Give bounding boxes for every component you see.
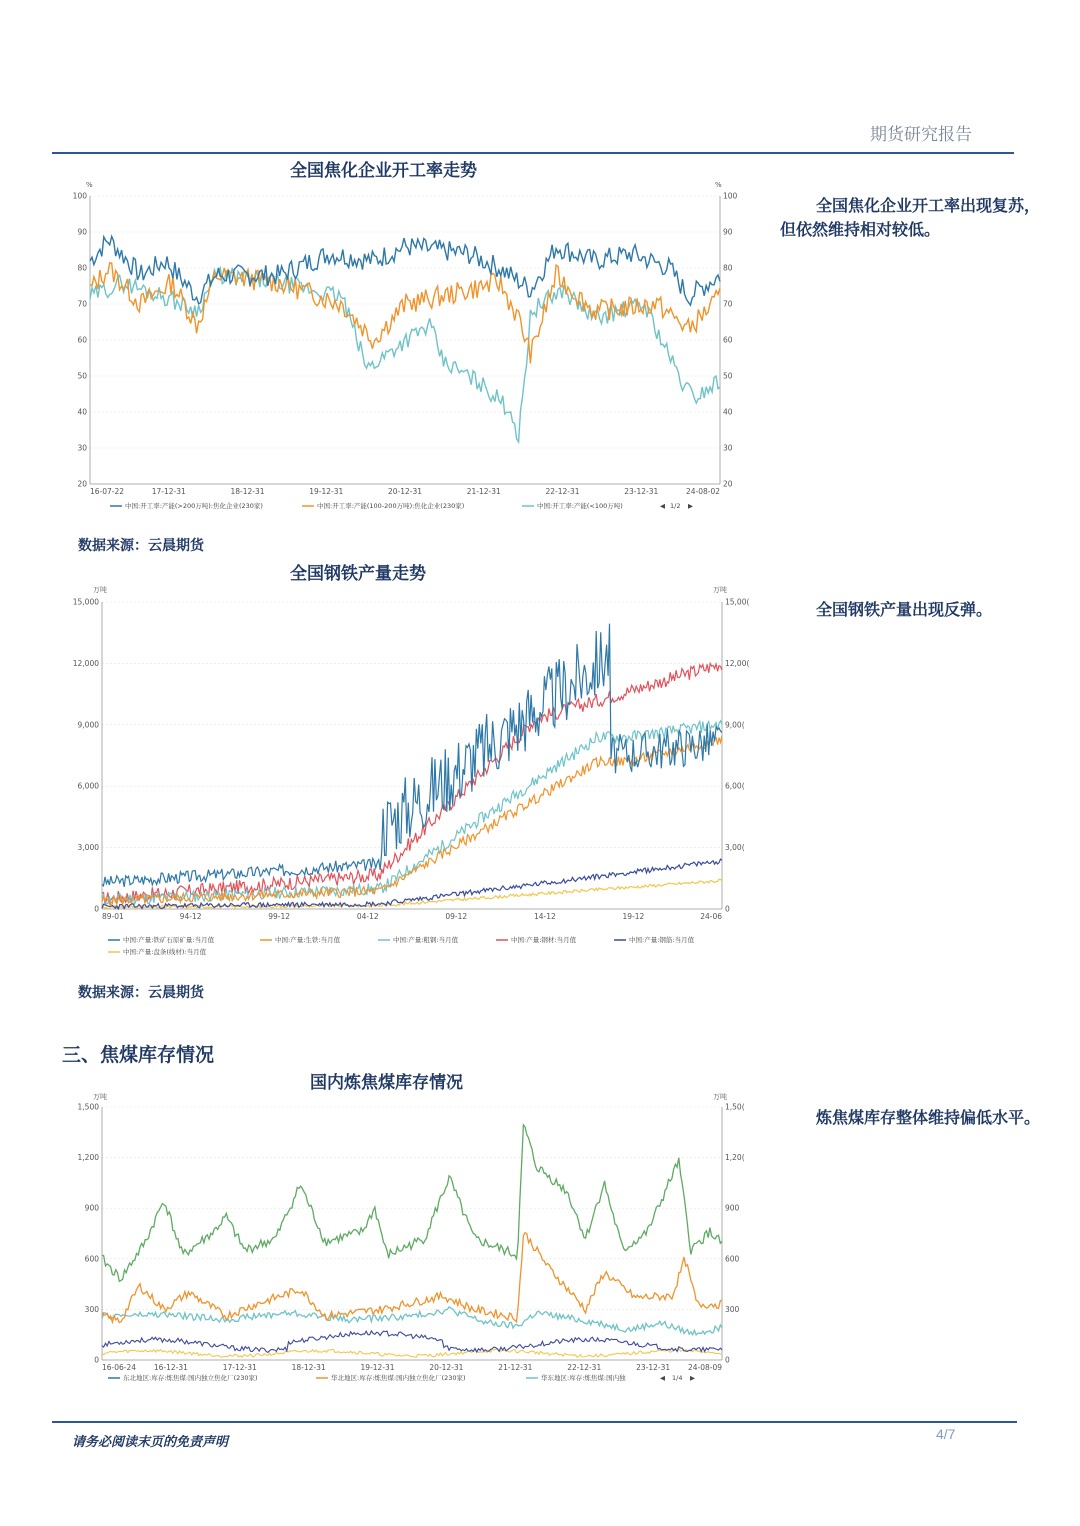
- chart3-series-minor-2: [102, 1349, 722, 1357]
- c1-xtick: 20-12-31: [387, 487, 423, 496]
- c2-xtick: 99-12: [268, 912, 291, 921]
- chart1-coking-utilization: [60, 178, 760, 514]
- c2-xtick: 04-12: [356, 912, 379, 921]
- c2-xtick: 09-12: [445, 912, 468, 921]
- chart1-unit-left: %: [86, 181, 93, 189]
- c3-xtick: 21-12-31: [498, 1363, 533, 1372]
- c2-ytick-right: 15,00(: [725, 597, 750, 607]
- c1-ytick-right: 60: [723, 335, 733, 345]
- chart3-coking-coal-inventory: [60, 1090, 760, 1390]
- c1-ytick-left: 40: [77, 407, 87, 417]
- c1-xtick: 22-12-31: [545, 487, 580, 496]
- c2-xtick: 24-06: [700, 912, 722, 921]
- c1-ytick-left: 70: [77, 299, 87, 309]
- chart1-title: 全国焦化企业开工率走势: [290, 161, 477, 181]
- chart1-note: 全国焦化企业开工率出现复苏，但依然维持相对较低。: [780, 196, 1041, 239]
- c1-xtick: 17-12-31: [151, 487, 186, 496]
- c2-xtick: 14-12: [533, 912, 556, 921]
- chart2-legend-4: 中国:产量:钢材:当月值: [511, 936, 577, 944]
- c3-xtick: 16-12-31: [153, 1363, 188, 1372]
- c2-xtick: 94-12: [179, 912, 202, 921]
- header-rule: [52, 152, 1014, 154]
- chart1-legend-prev[interactable]: ◀: [660, 502, 665, 510]
- c2-ytick-right: 6,00(: [725, 781, 745, 791]
- c2-ytick-left: 15,000: [72, 597, 99, 607]
- c1-xtick: 16-07-22: [90, 487, 125, 496]
- c1-ytick-left: 90: [77, 227, 87, 237]
- c1-xtick: 23-12-31: [624, 487, 659, 496]
- c1-ytick-right: 100: [723, 191, 738, 201]
- c3-ytick-right: 600: [725, 1254, 740, 1264]
- page-number: 4/7: [936, 1426, 956, 1442]
- c3-ytick-right: 0: [725, 1355, 730, 1365]
- c3-ytick-left: 900: [84, 1203, 99, 1213]
- c3-xtick: 23-12-31: [636, 1363, 671, 1372]
- chart3-legend-2: 华北地区:库存:炼焦煤:国内独立焦化厂(230家): [331, 1374, 466, 1382]
- chart1-legend-2: 中国:开工率:产能(100-200万吨):焦化企业(230家): [317, 502, 465, 510]
- chart3-series-minor-1: [102, 1331, 722, 1353]
- c3-xtick: 16-06-24: [102, 1363, 137, 1372]
- chart3-title: 国内炼焦煤库存情况: [310, 1073, 463, 1093]
- chart2-legend-3: 中国:产量:粗钢:当月值: [393, 936, 459, 944]
- c3-xtick: 20-12-31: [429, 1363, 464, 1372]
- c1-ytick-left: 20: [77, 479, 87, 489]
- c3-ytick-right: 1,50(: [725, 1102, 745, 1112]
- chart2-legend-6: 中国:产量:盘条(线材):当月值: [123, 948, 207, 956]
- c2-ytick-right: 3,00(: [725, 843, 745, 853]
- c1-ytick-right: 80: [723, 263, 733, 273]
- chart2-series-crude: [102, 721, 722, 905]
- footer-rule: [52, 1421, 1017, 1423]
- chart2-source: 数据来源：云晨期货: [78, 985, 204, 1001]
- c1-ytick-left: 80: [77, 263, 87, 273]
- chart2-note: 全国钢铁产量出现反弹。: [816, 600, 993, 619]
- chart2-unit-right: 万吨: [713, 586, 727, 594]
- c1-ytick-left: 100: [72, 191, 87, 201]
- chart3-series-east: [102, 1307, 722, 1335]
- c1-xtick: 19-12-31: [309, 487, 344, 496]
- c2-ytick-left: 3,000: [77, 843, 99, 853]
- c3-ytick-left: 0: [94, 1355, 99, 1365]
- c1-ytick-right: 40: [723, 407, 733, 417]
- chart2-legend-5: 中国:产量:钢筋:当月值: [629, 936, 695, 944]
- chart2-unit-left: 万吨: [93, 586, 107, 594]
- chart2-series-steel: [102, 663, 722, 904]
- chart3-legend-prev[interactable]: ◀: [660, 1374, 665, 1382]
- c1-ytick-left: 30: [77, 443, 87, 453]
- c2-ytick-right: 12,00(: [725, 658, 750, 668]
- chart1-series-lt100: [90, 268, 720, 442]
- chart1-unit-right: %: [715, 181, 722, 189]
- report-type-header: 期货研究报告: [870, 125, 972, 145]
- c1-xtick: 18-12-31: [230, 487, 265, 496]
- c2-ytick-right: 0: [725, 904, 730, 914]
- c1-ytick-right: 90: [723, 227, 733, 237]
- chart2-legend-1: 中国:产量:铁矿石原矿量:当月值: [123, 936, 215, 944]
- c3-xtick: 19-12-31: [360, 1363, 395, 1372]
- c1-xtick: 24-08-02: [685, 487, 720, 496]
- c3-ytick-left: 1,200: [77, 1153, 99, 1163]
- chart1-series-gt200: [90, 236, 720, 305]
- chart1-legend-page: 1/2: [670, 502, 681, 510]
- c2-ytick-right: 9,00(: [725, 720, 745, 730]
- c1-ytick-right: 50: [723, 371, 733, 381]
- c1-ytick-right: 30: [723, 443, 733, 453]
- chart3-legend-3: 华东地区:库存:炼焦煤:国内独: [541, 1374, 626, 1382]
- chart2-legend-2: 中国:产量:生铁:当月值: [275, 936, 341, 944]
- footer-disclaimer: 请务必阅读末页的免责声明: [72, 1435, 229, 1450]
- chart3-legend-page: 1/4: [672, 1374, 683, 1382]
- chart3-series-northeast: [102, 1125, 722, 1282]
- chart2-steel-output: [60, 582, 760, 960]
- c1-ytick-right: 20: [723, 479, 733, 489]
- c2-xtick: 89-01: [102, 912, 124, 921]
- c2-ytick-left: 6,000: [77, 781, 99, 791]
- c3-ytick-right: 900: [725, 1203, 740, 1213]
- c3-ytick-left: 1,500: [77, 1102, 99, 1112]
- c2-ytick-left: 9,000: [77, 720, 99, 730]
- c2-ytick-left: 0: [94, 904, 99, 914]
- c3-ytick-right: 1,20(: [725, 1153, 745, 1163]
- chart1-legend-3: 中国:开工率:产能(<100万吨): [537, 502, 623, 510]
- c3-xtick: 17-12-31: [222, 1363, 257, 1372]
- c2-xtick: 19-12: [622, 912, 645, 921]
- chart2-title: 全国钢铁产量走势: [290, 564, 426, 584]
- c3-ytick-right: 300: [725, 1304, 740, 1314]
- c1-xtick: 21-12-31: [466, 487, 501, 496]
- section3-heading: 三、焦煤库存情况: [62, 1044, 215, 1066]
- chart1-legend-next[interactable]: ▶: [688, 502, 693, 510]
- c1-ytick-right: 70: [723, 299, 733, 309]
- chart3-legend-1: 东北地区:库存:炼焦煤:国内独立焦化厂(230家): [123, 1374, 258, 1382]
- c1-ytick-left: 60: [77, 335, 87, 345]
- c3-xtick: 24-08-09: [687, 1363, 722, 1372]
- c2-ytick-left: 12,000: [72, 658, 99, 668]
- chart1-series-100-200: [90, 263, 720, 364]
- chart3-note: 炼焦煤库存整体维持偏低水平。: [816, 1108, 1041, 1127]
- chart3-unit-left: 万吨: [93, 1093, 107, 1101]
- chart1-legend-1: 中国:开工率:产能(>200万吨):焦化企业(230家): [125, 502, 263, 510]
- chart1-source: 数据来源：云晨期货: [78, 538, 204, 554]
- c3-xtick: 22-12-31: [567, 1363, 602, 1372]
- c3-ytick-left: 600: [84, 1254, 99, 1264]
- chart3-unit-right: 万吨: [713, 1093, 727, 1101]
- c3-xtick: 18-12-31: [291, 1363, 326, 1372]
- c1-ytick-left: 50: [77, 371, 87, 381]
- chart3-legend-next[interactable]: ▶: [690, 1374, 695, 1382]
- c3-ytick-left: 300: [84, 1304, 99, 1314]
